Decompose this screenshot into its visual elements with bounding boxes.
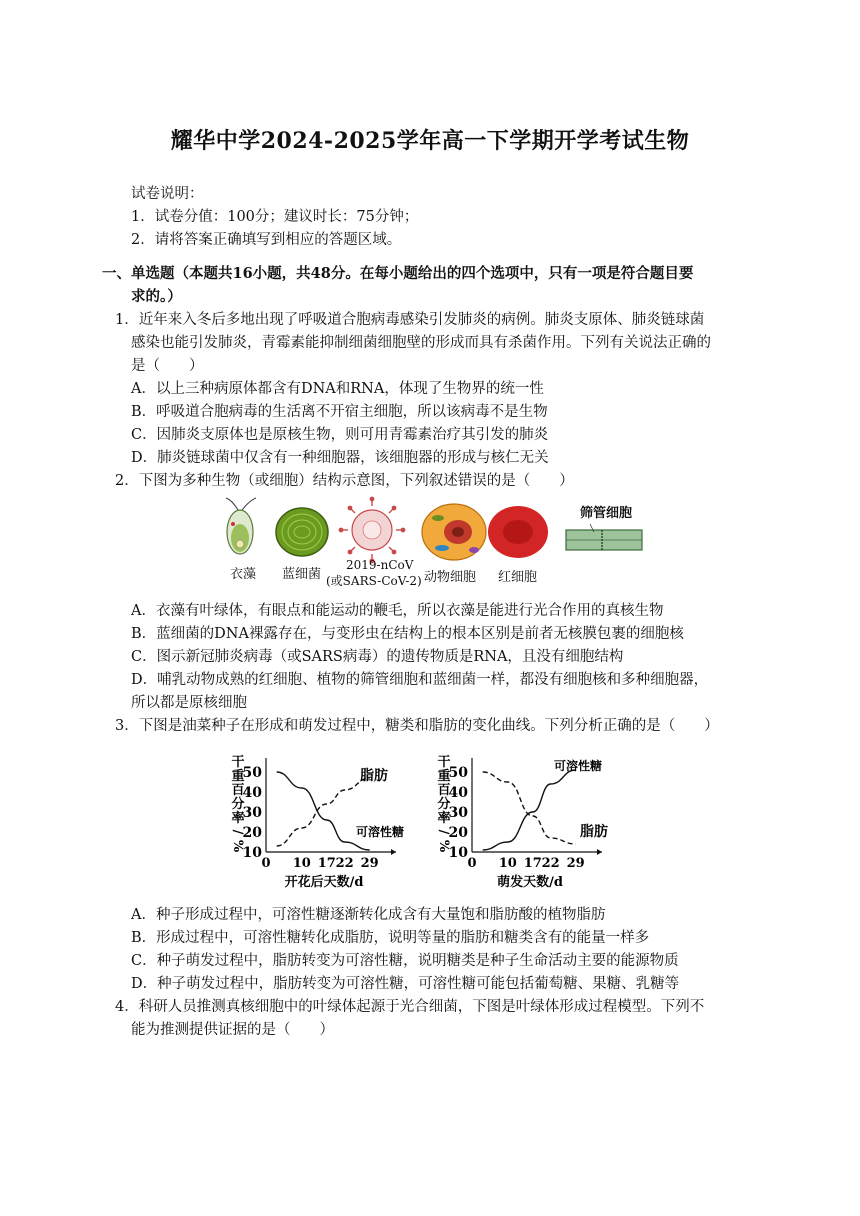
svg-text:%: %	[436, 839, 451, 853]
sieve-tube-image	[566, 524, 642, 550]
x-tick-label: 29	[360, 856, 379, 871]
svg-text:分: 分	[231, 797, 245, 812]
series-line-sugar	[483, 770, 576, 850]
x-tick-label: 0	[467, 856, 477, 871]
q1-stem: 感染也能引发肺炎，青霉素能抑制细菌细胞壁的形成而具有杀菌作用。下列有关说法正确的	[131, 335, 711, 351]
q3-stem: 3．下图是油菜种子在形成和萌发过程中，糖类和脂肪的变化曲线。下列分析正确的是（ ）	[115, 718, 719, 734]
y-tick-label: 50	[448, 765, 468, 781]
q2-option-c: C．图示新冠肺炎病毒（或SARS病毒）的遗传物质是RNA，且没有细胞结构	[131, 649, 624, 665]
svg-text:率: 率	[437, 811, 451, 826]
label-coronavirus-alt: (或SARS-CoV-2)	[326, 574, 422, 588]
red-blood-cell-image	[488, 506, 548, 558]
x-tick-label: 17	[523, 856, 542, 871]
instruction-item: 2．请将答案正确填写到相应的答题区域。	[131, 232, 402, 248]
y-tick-label: 20	[242, 825, 262, 841]
q1-option-a: A．以上三种病原体都含有DNA和RNA，体现了生物界的统一性	[131, 381, 544, 397]
chart-seed-germination	[434, 752, 634, 892]
q3-option-a: A．种子形成过程中，可溶性糖逐渐转化成含有大量饱和脂肪酸的植物脂肪	[131, 907, 606, 923]
q1-stem: 是（ ）	[131, 358, 204, 374]
y-tick-label: 10	[448, 845, 468, 861]
svg-text:分: 分	[437, 797, 451, 812]
x-axis-arrow	[391, 849, 396, 855]
svg-text:干: 干	[231, 755, 245, 770]
y-tick-label: 30	[448, 805, 468, 821]
x-tick-label: 10	[292, 856, 311, 871]
chlamydomonas-image	[226, 498, 256, 554]
q3-option-c: C．种子萌发过程中，脂肪转变为可溶性糖，说明糖类是种子生命活动主要的能源物质	[131, 953, 679, 969]
q2-option-d: D．哺乳动物成熟的红细胞、植物的筛管细胞和蓝细菌一样，都没有细胞核和多种细胞器，	[131, 672, 709, 688]
coronavirus-image	[339, 497, 406, 564]
q4-stem: 4．科研人员推测真核细胞中的叶绿体起源于光合细菌，下图是叶绿体形成过程模型。下列不	[115, 999, 705, 1015]
page-title: 耀华中学2024-2025学年高一下学期开学考试生物	[170, 128, 690, 154]
y-tick-label: 40	[448, 785, 468, 801]
svg-text:干: 干	[437, 755, 451, 770]
y-tick-label: 40	[242, 785, 262, 801]
x-tick-label: 22	[335, 856, 354, 871]
series-line-fat	[483, 772, 576, 844]
label-coronavirus: 2019-nCoV	[346, 558, 414, 572]
svg-text:%: %	[230, 839, 245, 853]
label-chlamydomonas: 衣藻	[230, 567, 257, 582]
label-animal-cell: 动物细胞	[424, 570, 477, 585]
svg-text:/: /	[230, 829, 245, 835]
label-red-blood-cell: 红细胞	[498, 570, 538, 585]
y-tick-label: 50	[242, 765, 262, 781]
q2-option-b: B．蓝细菌的DNA裸露存在，与变形虫在结构上的根本区别是前者无核膜包裹的细胞核	[131, 626, 684, 642]
svg-text:/: /	[436, 829, 451, 835]
q2-option-d-cont: 所以都是原核细胞	[131, 695, 247, 711]
q2-option-a: A．衣藻有叶绿体，有眼点和能运动的鞭毛，所以衣藻是能进行光合作用的真核生物	[131, 603, 664, 619]
series-label-sugar: 可溶性糖	[554, 759, 603, 773]
q1-option-b: B．呼吸道合胞病毒的生活离不开宿主细胞，所以该病毒不是生物	[131, 404, 548, 420]
cyanobacteria-image	[276, 508, 328, 556]
chart-seed-formation	[228, 752, 428, 892]
y-tick-label: 10	[242, 845, 262, 861]
x-axis-arrow	[597, 849, 602, 855]
q1-option-c: C．因肺炎支原体也是原核生物，则可用青霉素治疗其引发的肺炎	[131, 427, 549, 443]
q1-option-d: D．肺炎链球菌中仅含有一种细胞器，该细胞器的形成与核仁无关	[131, 450, 549, 466]
section-heading-cont: 求的。）	[131, 288, 182, 305]
instruction-item: 1．试卷分值：100分；建议时长：75分钟；	[131, 209, 419, 225]
q2-figure	[222, 496, 644, 588]
section-heading: 一、单选题（本题共16小题，共48分。在每小题给出的四个选项中，只有一项是符合题目要	[102, 265, 694, 282]
x-tick-label: 10	[498, 856, 517, 871]
x-tick-label: 0	[261, 856, 271, 871]
x-tick-label: 17	[317, 856, 336, 871]
q4-stem: 能为推测提供证据的是（ ）	[131, 1022, 334, 1038]
animal-cell-image	[422, 504, 486, 560]
q3-option-d: D．种子萌发过程中，脂肪转变为可溶性糖，可溶性糖可能包括葡萄糖、果糖、乳糖等	[131, 976, 680, 992]
y-tick-label: 20	[448, 825, 468, 841]
instructions-heading: 试卷说明：	[131, 186, 204, 202]
q2-stem: 2．下图为多种生物（或细胞）结构示意图，下列叙述错误的是（ ）	[115, 473, 574, 489]
series-label-sugar: 可溶性糖	[356, 825, 405, 839]
x-axis-label: 萌发天数/d	[497, 875, 563, 890]
x-tick-label: 29	[566, 856, 585, 871]
x-tick-label: 22	[541, 856, 560, 871]
x-axis-label: 开花后天数/d	[284, 875, 364, 890]
series-label-fat: 脂肪	[360, 768, 388, 784]
q3-option-b: B．形成过程中，可溶性糖转化成脂肪，说明等量的脂肪和糖类含有的能量一样多	[131, 930, 650, 946]
svg-text:重: 重	[231, 769, 245, 784]
svg-text:率: 率	[231, 811, 245, 826]
svg-text:百: 百	[231, 783, 245, 798]
y-tick-label: 30	[242, 805, 262, 821]
svg-text:百: 百	[437, 783, 451, 798]
label-sieve-tube: 筛管细胞	[580, 506, 633, 521]
svg-text:重: 重	[437, 769, 451, 784]
q1-stem: 1．近年来入冬后多地出现了呼吸道合胞病毒感染引发肺炎的病例。肺炎支原体、肺炎链球菌	[115, 312, 705, 328]
label-cyanobacteria: 蓝细菌	[282, 567, 322, 582]
series-label-fat: 脂肪	[580, 824, 608, 840]
